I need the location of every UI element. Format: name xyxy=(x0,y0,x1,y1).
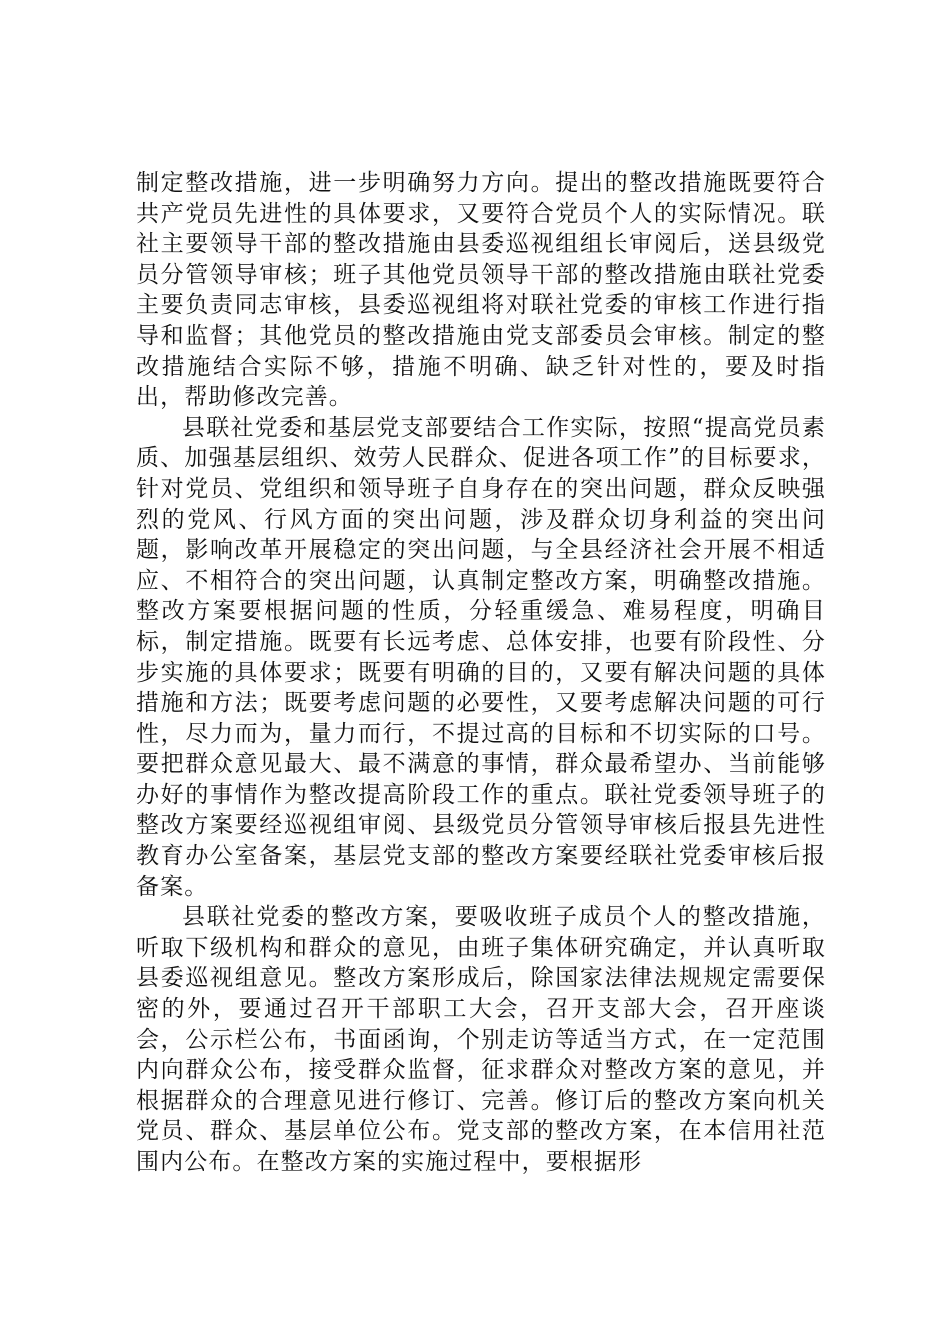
document-body xyxy=(136,168,826,1178)
paragraph-3: 县联社党委的整改方案，要吸收班子成员个人的整改措施，听取下级机构和群众的意见，由班子集体研究确定，并认真听取县委巡视组意见。整改方案形成后，除国家法律法规规定需要保密的外，要通过召开干部职工大会，召开支部大会，召开座谈会，公示栏公布，书面函询，个别走访等适当方式，在一定范围内向群众公布，接受群众监督，征求群众对整改方案的意见，并根据群众的合理意见进行修订、完善。修订后的整改方案向机关党员、群众、基层单位公布。党支部的整改方案，在本信用社范围内公布。在整改方案的实施过程中，要根据形 xyxy=(136,904,826,1175)
paragraph-1: 制定整改措施，进一步明确努力方向。提出的整改措施既要符合共产党员先进性的具体要求，又要符合党员个人的实际情况。联社主要领导干部的整改措施由县委巡视组组长审阅后，送县级党员分管领导审核；班子其他党员领导干部的整改措施由联社党委主要负责同志审核，县委巡视组将对联社党委的审核工作进行指导和监督；其他党员的整改措施由党支部委员会审核。制定的整改措施结合实际不够，措施不明确、缺乏针对性的，要及时指出，帮助修改完善。 xyxy=(136,170,826,411)
paragraph-2: 县联社党委和基层党支部要结合工作实际，按照“提高党员素质、加强基层组织、效劳人民群众、促进各项工作”的目标要求，针对党员、党组织和领导班子自身存在的突出问题，群众反映强烈的党风、行风方面的突出问题，涉及群众切身利益的突出问题，影响改革开展稳定的突出问题，与全县经济社会开展不相适应、不相符合的突出问题，认真制定整改方案，明确整改措施。整改方案要根据问题的性质，分轻重缓急、难易程度，明确目标，制定措施。既要有长远考虑、总体安排，也要有阶段性、分步实施的具体要求；既要有明确的目的，又要有解决问题的具体措施和方法；既要考虑问题的必要性，又要考虑解决问题的可行性，尽力而为，量力而行，不提过高的目标和不切实际的口号。要把群众意见最大、最不满意的事情，群众最希望办、当前能够办好的事情作为整改提高阶段工作的重点。联社党委领导班子的整改方案要经巡视组审阅、县级党员分管领导审核后报县先进性教育办公室备案，基层党支部的整改方案要经联社党委审核后报备案。 xyxy=(136,414,826,900)
